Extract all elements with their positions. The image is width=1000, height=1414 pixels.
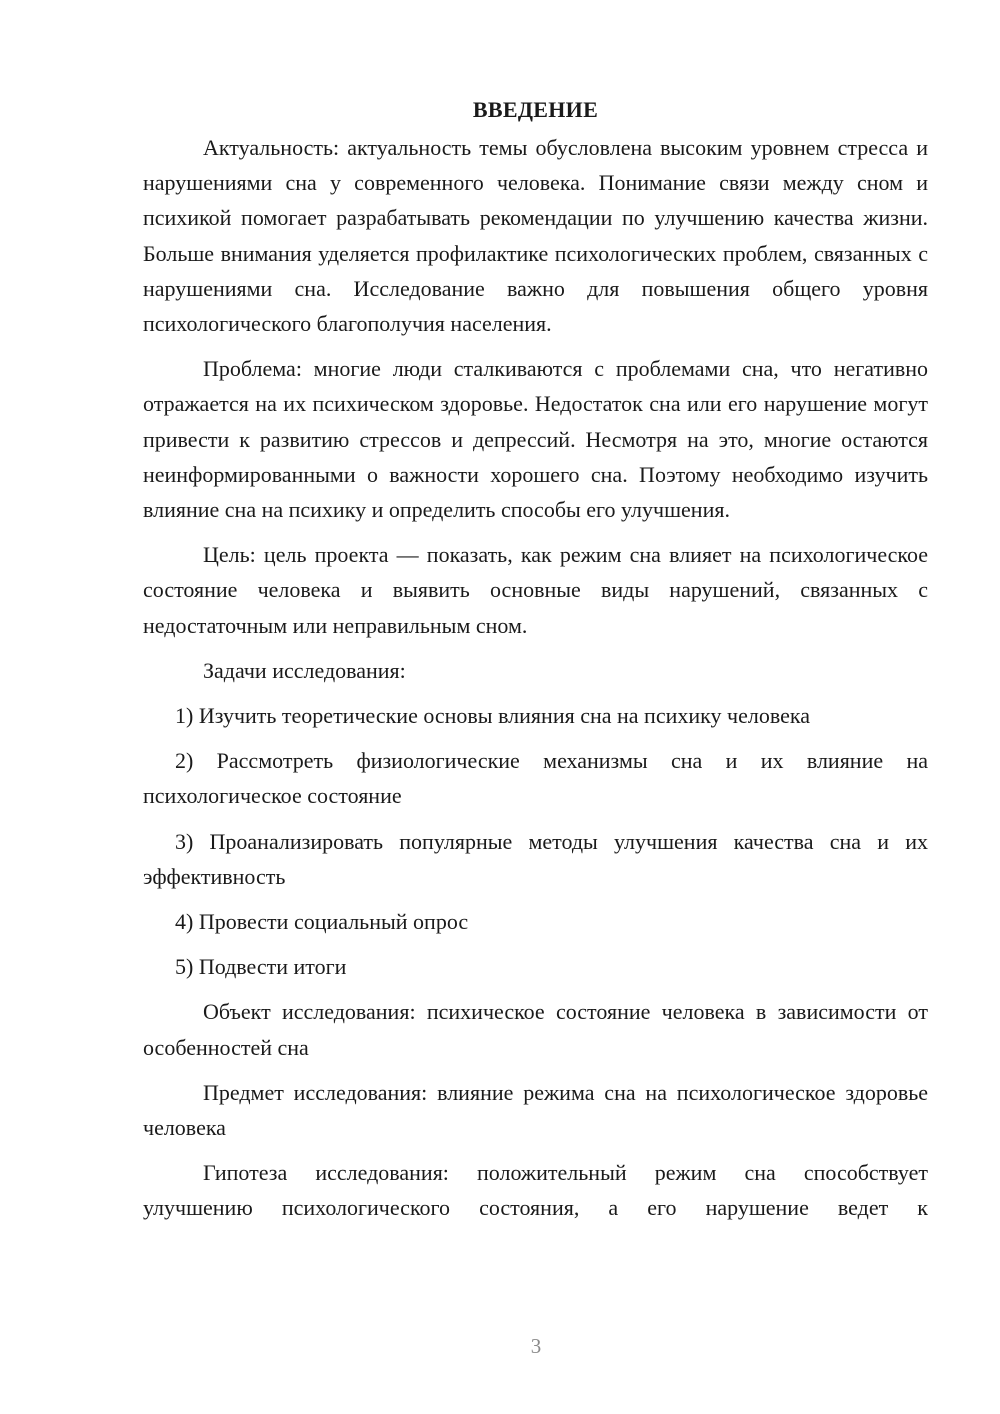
- task-item-3: 3) Проанализировать популярные методы улучшения качества сна и их эффективность: [143, 828, 928, 889]
- paragraph-problem: Проблема: многие люди сталкиваются с проблемами сна, что негативно отражается на их психическом здоровье. Недостаток сна или его нарушение могут привести к развитию стрессов и депрессий. Несмотря на это, многие остаются неинформированными о важности хорошего сна. Поэтому необходимо изучить влияние сна на психику и определить способы его улучшения.: [143, 356, 928, 523]
- task-item-1: 1) Изучить теоретические основы влияния сна на психику человека: [175, 703, 810, 729]
- paragraph-hypothesis: Гипотеза исследования: положительный режим сна способствует улучшению психологического состояния, а его нарушение ведет к: [143, 1160, 928, 1221]
- task-item-5: 5) Подвести итоги: [175, 954, 347, 980]
- task-item-4: 4) Провести социальный опрос: [175, 909, 469, 935]
- paragraph-subject: Предмет исследования: влияние режима сна на психологическое здоровье человека: [143, 1079, 928, 1141]
- paragraph-relevance: Актуальность: актуальность темы обусловлена высоким уровнем стресса и нарушениями сна у современного человека. Понимание связи между сном и психикой помогает разрабатывать рекомендации по улучшению качества жизни. Больше внимания уделяется профилактике психологических проблем, связанных с нарушениями сна. Исследование важно для повышения общего уровня психологического благополучия населения.: [143, 135, 928, 337]
- page-title: ВВЕДЕНИЕ: [472, 97, 599, 122]
- page-content: [143, 94, 928, 1236]
- page-number: 3: [530, 1334, 542, 1358]
- tasks-list: [143, 698, 928, 984]
- paragraph-goal: Цель: цель проекта — показать, как режим сна влияет на психологическое состояние человека и выявить основные виды нарушений, связанных с недостаточным или неправильным сном.: [143, 542, 928, 638]
- paragraph-object: Объект исследования: психическое состояние человека в зависимости от особенностей сна: [143, 999, 928, 1060]
- task-item-2: 2) Рассмотреть физиологические механизмы сна и их влияние на психологическое состояние: [143, 748, 928, 809]
- tasks-heading: Задачи исследования:: [203, 657, 406, 683]
